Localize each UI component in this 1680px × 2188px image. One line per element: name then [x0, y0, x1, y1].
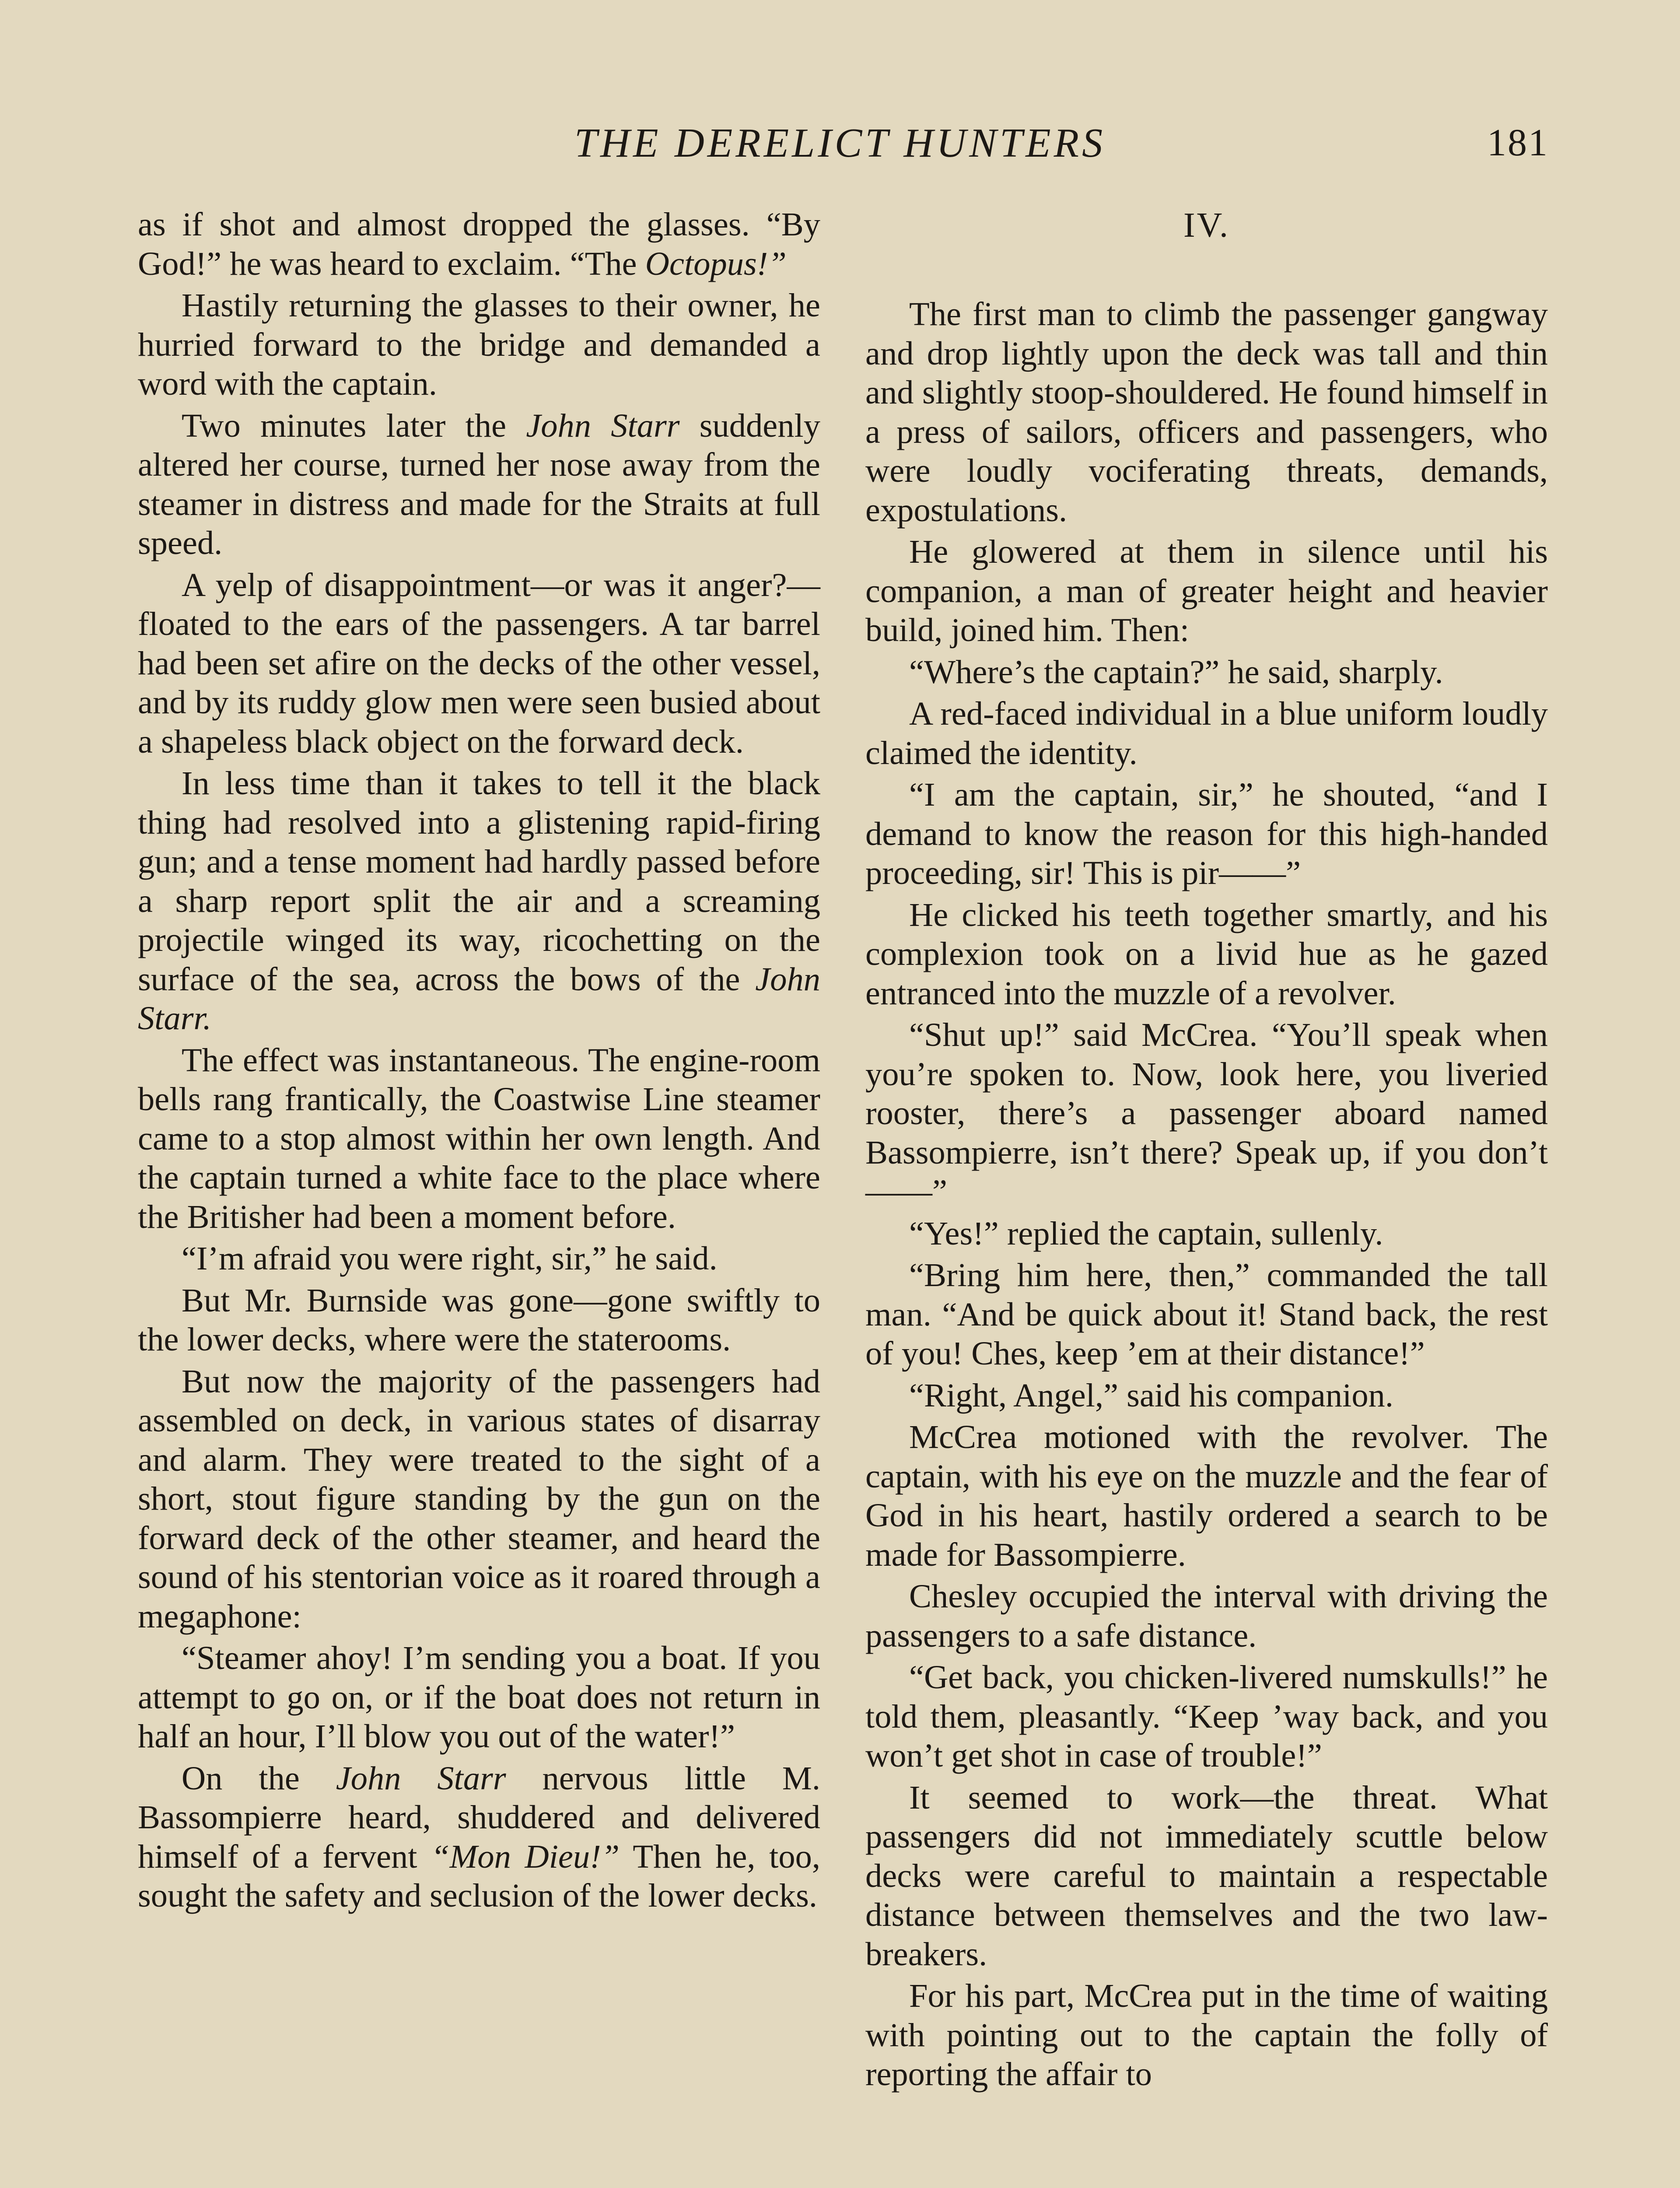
- paragraph: [138, 286, 820, 403]
- text-run: “Bring him here, then,” commanded the tall man. “And be quick about it! Stand back, the rest of you! Ches, keep ’em at their distance!”: [865, 1256, 1548, 1372]
- paragraph: [865, 895, 1548, 1013]
- text-run: Then he, too, sought the safety and seclusion of the lower decks.: [138, 1837, 820, 1914]
- italic-text: John Starr: [526, 407, 680, 444]
- paragraph: [138, 406, 820, 563]
- text-run: But now the majority of the passengers had assembled on deck, in various states of disarray and alarm. They were treated to the sight of a short, stout figure standing by the gun on the forward deck of the other steamer, and heard the sound of his stentorian voice as it roared through a megaphone:: [138, 1362, 820, 1635]
- text-run: Two minutes later the: [182, 407, 526, 444]
- paragraph: [865, 1417, 1548, 1574]
- text-run: It seemed to work—the threat. What passengers did not immediately scuttle below decks were careful to maintain a respectable distance between themselves and the two law-breakers.: [865, 1778, 1548, 1973]
- paragraph: [138, 764, 820, 1038]
- paragraph: [865, 532, 1548, 650]
- text-run: For his part, McCrea put in the time of waiting with pointing out to the captain the folly of reporting the affair to: [865, 1977, 1548, 2093]
- text-run: “I’m afraid you were right, sir,” he said.: [182, 1240, 718, 1277]
- paragraph: [865, 295, 1548, 529]
- paragraph: [865, 1658, 1548, 1775]
- paragraph: [865, 1577, 1548, 1655]
- text-run: He clicked his teeth together smartly, and his complexion took on a livid hue as he gazed entranced into the muzzle of a revolver.: [865, 896, 1548, 1012]
- running-head: THE DERELICT HUNTERS: [574, 120, 1106, 166]
- text-run: The first man to climb the passenger gangway and drop lightly upon the deck was tall and thin and slightly stoop-shouldered. He found himself in a press of sailors, officers and passengers, who were loudly vociferating threats, demands, expostulations.: [865, 295, 1548, 529]
- text-run: A red-faced individual in a blue uniform loudly claimed the identity.: [865, 695, 1548, 771]
- text-run: “Get back, you chicken-livered numskulls!” he told them, pleasantly. “Keep ’way back, and you won’t get shot in case of trouble!”: [865, 1659, 1548, 1774]
- text-run: In less time than it takes to tell it the black thing had resolved into a glistening rapid-firing gun; and a tense moment had hardly passed before a sharp report split the air and a screaming projectile winged its way, ricochetting on the surface of the sea, across the bows of the: [138, 764, 820, 998]
- paragraph: [138, 205, 820, 283]
- text-run: A yelp of disappointment—or was it anger?—floated to the ears of the passengers. A tar barrel had been set afire on the decks of the other vessel, and by its ruddy glow men were seen busied about a shapeless black object on the forward deck.: [138, 566, 820, 760]
- left-text-column: [138, 205, 820, 1918]
- text-run: nervous little M. Bassompierre heard, shuddered and delivered himself of a fervent: [138, 1759, 821, 1875]
- paragraph: [138, 1239, 820, 1278]
- paragraph: [865, 1015, 1548, 1211]
- text-run: On the: [182, 1759, 336, 1797]
- text-run: suddenly altered her course, turned her nose away from the steamer in distress and made for the Straits at full speed.: [138, 407, 820, 561]
- text-run: “Steamer ahoy! I’m sending you a boat. If you attempt to go on, or if the boat does not return in half an hour, I’ll blow you out of the water!”: [138, 1639, 820, 1755]
- text-run: “Yes!” replied the captain, sullenly.: [909, 1214, 1383, 1252]
- text-run: McCrea motioned with the revolver. The captain, with his eye on the muzzle and the fear of God in his heart, hastily ordered a search to be made for Bassompierre.: [865, 1418, 1548, 1573]
- text-run: But Mr. Burnside was gone—gone swiftly to the lower decks, where were the staterooms.: [138, 1281, 820, 1358]
- text-run: The effect was instantaneous. The engine-room bells rang frantically, the Coastwise Line steamer came to a stop almost within her own length. And the captain turned a white face to the place where the Britisher had been a moment before.: [138, 1041, 820, 1235]
- paragraph: [138, 565, 820, 761]
- paragraph: [865, 1976, 1548, 2094]
- paragraph: [865, 1778, 1548, 1974]
- page-number: 181: [1487, 122, 1549, 164]
- italic-text: Octopus!”: [645, 245, 787, 282]
- paragraph: [865, 1376, 1548, 1415]
- paragraph: [865, 1214, 1548, 1253]
- paragraph: [865, 694, 1548, 772]
- paragraph: [138, 1362, 820, 1636]
- text-run: “I am the captain, sir,” he shouted, “and I demand to know the reason for this high-handed proceeding, sir! This is pir——”: [865, 776, 1548, 891]
- paragraph: [865, 652, 1548, 692]
- italic-text: John Starr: [336, 1759, 506, 1797]
- paragraph: [865, 775, 1548, 893]
- section-heading: IV.: [1183, 206, 1230, 245]
- text-run: “Where’s the captain?” he said, sharply.: [909, 653, 1443, 691]
- text-run: Hastily returning the glasses to their owner, he hurried forward to the bridge and demanded a word with the captain.: [138, 287, 820, 402]
- page-header: [0, 119, 1680, 167]
- right-paragraphs: [865, 295, 1548, 2094]
- text-run: He glowered at them in silence until his companion, a man of greater height and heavier build, joined him. Then:: [865, 533, 1548, 649]
- text-run: “Shut up!” said McCrea. “You’ll speak when you’re spoken to. Now, look here, you liveried rooster, there’s a passenger aboard named Bassompierre, isn’t there? Speak up, if you don’t——”: [865, 1016, 1548, 1210]
- italic-text: John Starr.: [138, 960, 820, 1037]
- paragraph: [138, 1638, 820, 1756]
- paragraph: [138, 1281, 820, 1359]
- italic-text: “Mon Dieu!”: [431, 1837, 620, 1875]
- text-run: as if shot and almost dropped the glasses. “By God!” he was heard to exclaim. “The: [138, 206, 820, 282]
- paragraph: [138, 1759, 820, 1915]
- paragraph: [865, 1255, 1548, 1373]
- text-run: Chesley occupied the interval with driving the passengers to a safe distance.: [865, 1578, 1548, 1654]
- paragraph: [138, 1041, 820, 1237]
- right-text-column: [865, 205, 1548, 2097]
- text-run: “Right, Angel,” said his companion.: [909, 1376, 1393, 1414]
